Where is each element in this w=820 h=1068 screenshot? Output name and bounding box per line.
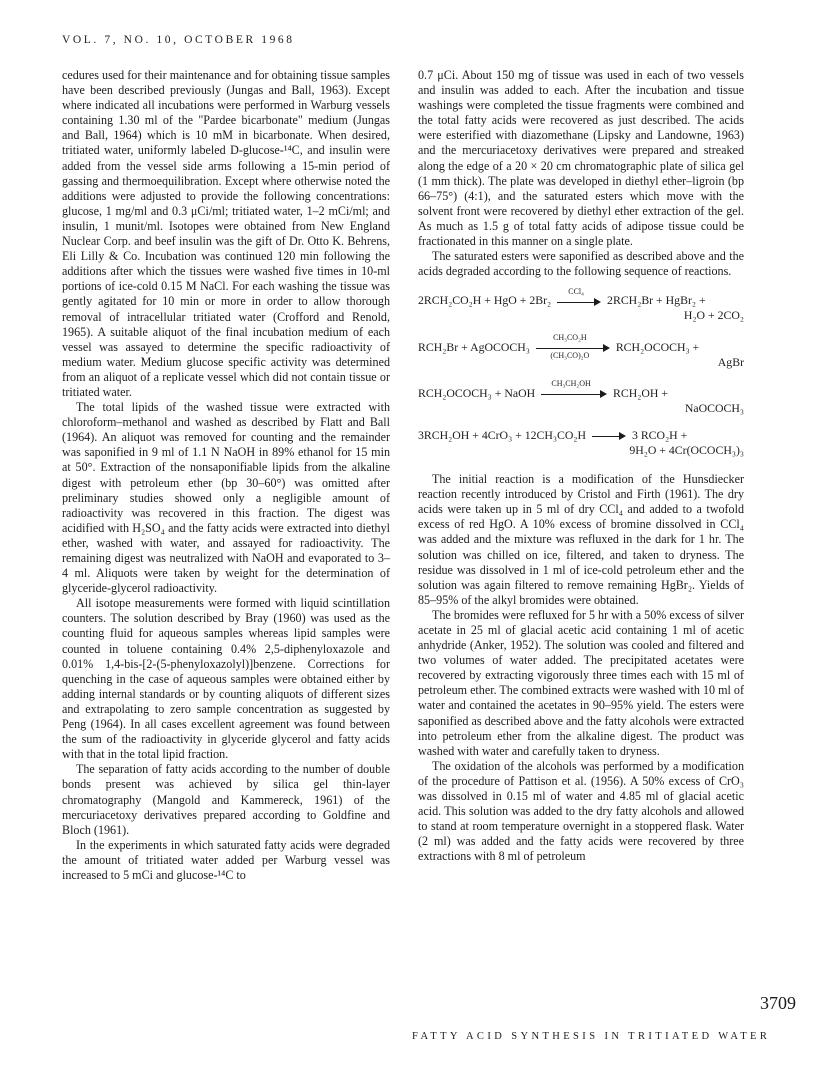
left-column [62, 68, 390, 883]
paragraph: cedures used for their maintenance and for obtaining tissue samples have been described previously (Jungas and Ball, 1963). Except where indicated all incubations were performed in Warburg vessels containing 1.30 ml of the "Pardee bicarbonate" medium (Jungas and Ball, 1964) which is 10 mM in bicarbonate. When desired, tritiated water, uniformly labeled D-glucose-¹⁴C, and insulin were added from the vessel side arms following a 15-min period of gassing and thermoequilibration. Except where otherwise noted the additions were adjusted to provide the following concentrations: glucose, 1 mg/ml and 0.3 μCi/ml; tritiated water, 1–2 mCi/ml; and insulin, 1 munit/ml. Isotopes were obtained from New England Nuclear Corp. and beef insulin was the gift of Dr. Otto K. Behrens, Eli Lilly & Co. Incubation was continued 120 min following the additions after which the tissues were washed five times in 10-ml portions of ice-cold 0.15 M NaCl. For each washing the tissue was gently agitated for 10 min or more in order to allow thorough removal of intracellular tritiated water (Crofford and Renold, 1965). A suitable aliquot of the final incubation medium of each vessel was assayed to determine the specific radioactivity of medium water. Medium glucose specific activity was determined from an aliquot of a replicate vessel which did not contain tissue or tritiated water. [62, 68, 390, 399]
products-continued: H₂O + 2CO₂ [683, 308, 744, 323]
paragraph: The oxidation of the alcohols was performed by a modification of the procedure of Pattison et al. (1956). A 50% excess of CrO₃ was dissolved in 0.15 ml of water and 4.85 ml of glacial acetic acid. This solution was added to the dry fatty alcohols and allowed to stand at room temperature overnight in a stoppered flask. Water (2 ml) was added and the fatty acids were recovered by three extractions with 8 ml of petroleum [418, 758, 744, 864]
paragraph: The separation of fatty acids according to the number of double bonds present was achieved by silica gel thin-layer chromatography (Mangold and Kammereck, 1961) of the mercuriacetoxy derivatives prepared according to Goldfine and Bloch (1961). [62, 762, 390, 837]
paragraph: In the experiments in which saturated fatty acids were degraded the amount of tritiated water added per Warburg vessel was increased to 5 mCi and glucose-¹⁴C to [62, 837, 390, 882]
products: 3 RCO₂H + [631, 427, 688, 442]
reaction-equation-3 [418, 378, 744, 416]
products-continued: NaOCOCH₃ [684, 400, 744, 415]
right-column [418, 68, 744, 865]
paragraph: The total lipids of the washed tissue were extracted with chloroform–methanol and washed as described by Flatt and Ball (1964). An aliquot was removed for counting and the remainder was saponified in 9 ml of 1.1 N NaOH in 89% ethanol for 15 min at 50°. Extraction of the nonsaponifiable lipids from the alkaline digest with petroleum ether (bp 30–60°) was omitted after preliminary studies showed only a negligible amount of radioactivity was recovered in this fraction. The digest was acidified with H₂SO₄ and the fatty acids were extracted into diethyl ether, washed with water, and assayed for radioactivity. The remaining digest was neutralized with NaOH and evaporated to 3–4 ml. Aliquots were taken by weight for the determination of glyceride-glycerol radioactivity. [62, 400, 390, 596]
arrow-reagent-below: (CH₃CO)₂O [550, 350, 590, 360]
running-header: VOL. 7, NO. 10, OCTOBER 1968 [62, 34, 295, 46]
products-continued: 9H₂O + 4Cr(OCOCH₃)₃ [629, 442, 744, 457]
paragraph: All isotope measurements were formed with liquid scintillation counters. The solution described by Bray (1960) was used as the counting fluid for aqueous samples whereas lipid samples were counted in toluene containing 0.4% 2,5-diphenyloxazole and 0.01% 1,4-bis-[2-(5-phenyloxazolyl)]benzene. Corrections for quenching in the case of aqueous samples were obtained either by adding internal standards or by counting aliquots of different sizes and extrapolating to zero sample concentration as suggested by Peng (1964). In all cases excellent agreement was found between the sum of the radioactivity in glyceride glycerol and fatty acids with that in the total lipid fraction. [62, 596, 390, 762]
products: RCH₂OH + [613, 385, 669, 400]
products: RCH₂OCOCH₃ + [615, 339, 700, 354]
reaction-equation-2 [418, 332, 744, 370]
arrow-reagent: CH₃CH₂OH [551, 378, 591, 388]
paragraph: The saturated esters were saponified as described above and the acids degraded according to the following sequence of reactions. [418, 249, 744, 279]
reactants: RCH₂OCOCH₃ + NaOH [418, 385, 536, 400]
running-footer: FATTY ACID SYNTHESIS IN TRITIATED WATER [412, 1031, 771, 1042]
reaction-arrow-icon [541, 378, 607, 399]
reaction-arrow-icon [536, 332, 610, 360]
arrow-reagent: CH₃CO₂H [553, 332, 587, 342]
arrow-reagent: CCl₄ [568, 286, 584, 296]
paragraph: The bromides were refluxed for 5 hr with a 50% excess of silver acetate in 25 ml of glacial acetic acid containing 1 ml of acetic anhydride (Anker, 1952). The solution was cooled and filtered and two volumes of water added. The precipitated acetates were recovered by extracting vigorously three times each with 15 ml of petroleum ether. The combined extracts were washed with 10 ml of water and contained the acetates in 90–95% yield. The esters were saponified as described above and the fatty alcohols were extracted into petroleum ether from the alkaline digest. The product was washed with water and carefully taken to dryness. [418, 607, 744, 758]
paragraph: The initial reaction is a modification of the Hunsdiecker reaction recently introduced by Cristol and Firth (1961). The dry acids were taken up in 5 ml of dry CCl₄ and added to a twofold excess of red HgO. A 10% excess of bromine dissolved in CCl₄ was added and the mixture was refluxed in the dark for 1 hr. The solution was chilled on ice, filtered, and taken to dryness. The residue was dissolved in 1 ml of ice-cold petroleum ether and the solution was again filtered to remove remaining HgBr₂. Yields of 85–95% of the alkyl bromides were obtained. [418, 472, 744, 607]
reactants: RCH₂Br + AgOCOCH₃ [418, 339, 530, 354]
reaction-equation-4 [418, 428, 744, 458]
reaction-arrow-icon [557, 286, 601, 307]
reactants: 2RCH₂CO₂H + HgO + 2Br₂ [418, 293, 552, 308]
paragraph: 0.7 μCi. About 150 mg of tissue was used in each of two vessels and insulin was added to each. After the incubation and tissue washings were completed the tissue fragments were combined and the total fatty acids were recovered as just described. The acids were esterified with diazomethane (Lipsky and Landowne, 1963) and the mercuriacetoxy derivatives were prepared and streaked along the edge of a 20 × 20 cm chromatographic plate of silica gel (1 mm thick). The plate was developed in diethyl ether–ligroin (bp 66–75°) (4:1), and the saturated esters which move with the solvent front were recovered by diethyl ether extraction of the gel. As much as 1.5 g of total fatty acids of adipose tissue could be fractionated in this manner on a single plate. [418, 68, 744, 249]
page-number: 3709 [760, 993, 796, 1013]
products-continued: AgBr [717, 354, 744, 369]
reactants: 3RCH₂OH + 4CrO₃ + 12CH₃CO₂H [418, 427, 587, 442]
reaction-equation-1 [418, 286, 744, 323]
products: 2RCH₂Br + HgBr₂ + [607, 293, 706, 308]
reaction-arrow-icon [592, 431, 626, 441]
